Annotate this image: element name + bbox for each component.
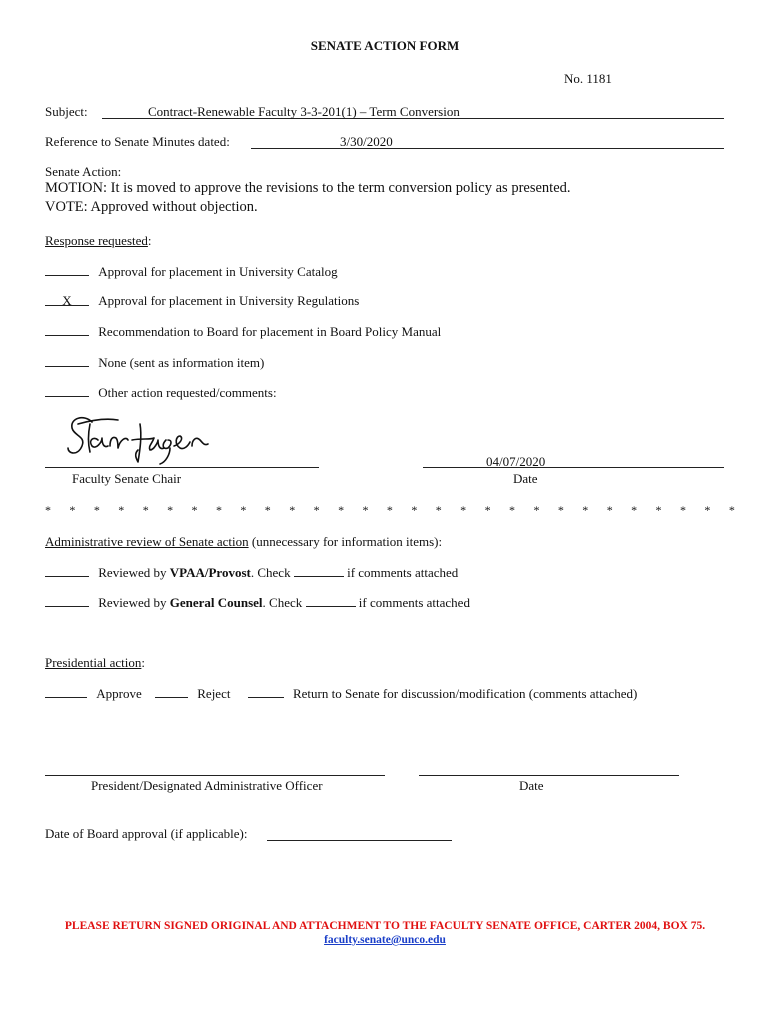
response-option-regulations[interactable] — [45, 293, 359, 309]
response-option-label: None (sent as information item) — [98, 355, 265, 370]
separator-star: * — [93, 503, 100, 517]
separator-star: * — [509, 503, 516, 517]
separator-star: * — [411, 503, 418, 517]
separator-star: * — [45, 503, 51, 517]
separator-star: * — [240, 503, 247, 517]
separator-star: * — [728, 503, 735, 517]
separator-star: * — [606, 503, 613, 517]
separator-star: * — [142, 503, 149, 517]
response-checkbox[interactable] — [45, 384, 89, 397]
chair-date-line[interactable] — [423, 467, 724, 468]
response-requested-label: Response requested — [45, 233, 148, 248]
reject-label: Reject — [197, 686, 231, 701]
separator-star: * — [679, 503, 686, 517]
reference-value: 3/30/2020 — [340, 134, 393, 149]
separator-star: * — [338, 503, 345, 517]
return-instructions — [0, 920, 770, 946]
board-approval-label: Date of Board approval (if applicable): — [45, 826, 248, 841]
reference-underline — [251, 148, 724, 149]
review-counsel-checkbox[interactable] — [45, 594, 89, 607]
approve-label: Approve — [96, 686, 142, 701]
admin-review-note: (unnecessary for information items): — [248, 534, 443, 549]
separator-star: * — [533, 503, 540, 517]
response-checkbox[interactable] — [45, 263, 89, 276]
review-suffix: if comments attached — [343, 565, 459, 580]
review-vpaa-checkbox[interactable] — [45, 564, 89, 577]
form-number: No. 1181 — [564, 71, 612, 86]
review-counsel-comments-checkbox[interactable] — [306, 594, 356, 607]
reference-label: Reference to Senate Minutes dated: — [45, 134, 230, 149]
review-check-text: . Check — [250, 565, 294, 580]
review-vpaa-role: VPAA/Provost — [169, 565, 251, 580]
response-option-catalog[interactable] — [45, 263, 338, 280]
separator-star: * — [118, 503, 125, 517]
separator-star: * — [289, 503, 296, 517]
subject-value: Contract-Renewable Faculty 3-3-201(1) – Term Conversion — [148, 104, 460, 119]
response-checkbox[interactable] — [45, 354, 89, 367]
response-checkbox[interactable] — [45, 323, 89, 336]
separator-star: * — [435, 503, 442, 517]
response-option-board[interactable] — [45, 323, 441, 340]
response-option-label: Approval for placement in University Regulations — [98, 293, 360, 308]
review-suffix: if comments attached — [355, 595, 470, 610]
subject-label: Subject: — [45, 104, 88, 119]
review-counsel-row — [45, 594, 470, 611]
approve-checkbox[interactable] — [45, 685, 87, 698]
separator-star: * — [582, 503, 589, 517]
separator-star: * — [704, 503, 711, 517]
presidential-action-colon: : — [141, 655, 146, 670]
separator-star: * — [460, 503, 467, 517]
separator-star: * — [167, 503, 174, 517]
chair-signature — [62, 410, 222, 468]
response-option-label: Recommendation to Board for placement in Board Policy Manual — [98, 324, 442, 339]
return-checkbox[interactable] — [248, 685, 284, 698]
vote-text: VOTE: Approved without objection. — [45, 199, 258, 215]
review-prefix: Reviewed by — [98, 595, 170, 610]
board-approval-line[interactable] — [267, 840, 452, 841]
separator-star: * — [631, 503, 638, 517]
response-checkbox[interactable]: X — [45, 293, 89, 306]
admin-review-heading — [45, 534, 442, 550]
president-date-line[interactable] — [419, 775, 679, 776]
chair-date-label: Date — [513, 471, 538, 486]
response-option-label: Approval for placement in University Catalog — [98, 264, 338, 279]
review-counsel-role: General Counsel — [169, 595, 263, 610]
review-check-text: . Check — [262, 595, 306, 610]
chair-signature-line[interactable] — [45, 467, 319, 468]
form-title: SENATE ACTION FORM — [310, 38, 460, 53]
separator-star: * — [215, 503, 222, 517]
faculty-senate-email-link[interactable]: faculty.senate@unco.edu — [324, 934, 446, 946]
presidential-options-row — [45, 685, 637, 702]
president-signature-line[interactable] — [45, 775, 385, 776]
chair-date-value: 04/07/2020 — [486, 454, 546, 469]
presidential-action-label: Presidential action — [45, 655, 142, 670]
separator-star: * — [484, 503, 491, 517]
response-option-other[interactable] — [45, 384, 277, 401]
motion-text: MOTION: It is moved to approve the revisions to the term conversion policy as presented. — [45, 180, 571, 196]
reject-checkbox[interactable] — [155, 685, 188, 698]
review-prefix: Reviewed by — [98, 565, 170, 580]
chair-label: Faculty Senate Chair — [72, 471, 182, 486]
separator-star: * — [313, 503, 320, 517]
review-vpaa-comments-checkbox[interactable] — [294, 564, 344, 577]
separator-star: * — [386, 503, 393, 517]
response-option-none[interactable] — [45, 354, 264, 371]
response-requested-colon: : — [147, 233, 152, 248]
senate-action-label: Senate Action: — [45, 164, 122, 179]
separator-star: * — [264, 503, 271, 517]
return-label: Return to Senate for discussion/modification (comments attached) — [292, 686, 638, 701]
president-label: President/Designated Administrative Officer — [91, 778, 323, 793]
return-instructions-text: PLEASE RETURN SIGNED ORIGINAL AND ATTACHMENT TO THE FACULTY SENATE OFFICE, CARTER 2004, BOX 75. — [64, 920, 706, 932]
separator-star: * — [69, 503, 76, 517]
presidential-action-heading — [45, 655, 145, 671]
separator-star: * — [362, 503, 369, 517]
response-requested-heading — [45, 233, 152, 249]
president-date-label: Date — [519, 778, 544, 793]
separator-star: * — [191, 503, 198, 517]
separator-star: * — [655, 503, 662, 517]
star-separator — [45, 503, 735, 518]
response-option-label: Other action requested/comments: — [98, 385, 277, 400]
separator-star: * — [557, 503, 564, 517]
review-vpaa-row — [45, 564, 458, 581]
admin-review-label: Administrative review of Senate action — [45, 534, 249, 549]
